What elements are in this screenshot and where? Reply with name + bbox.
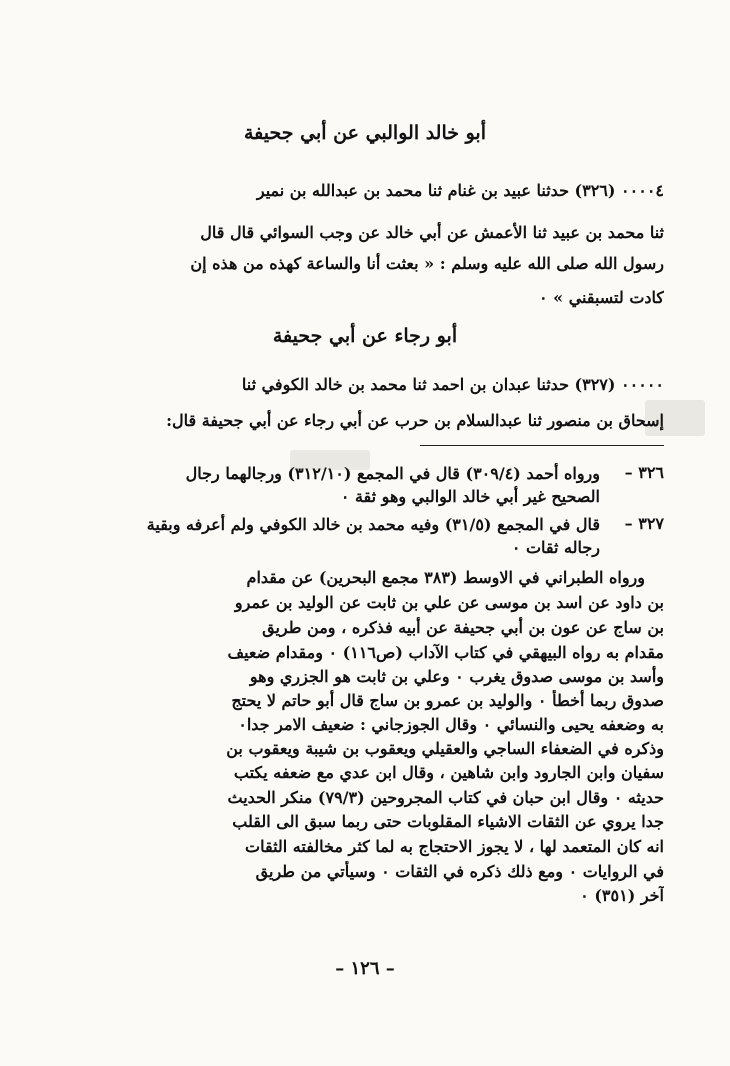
footnote-body-line: وذكره في الضعفاء الساجي والعقيلي ويعقوب بن شيبة ويعقوب بن: [226, 739, 664, 758]
footnote-body-line: جدا يروي عن الثقات الاشياء المقلوبات حتى ربما سبق الى القلب: [232, 812, 664, 831]
footnote-body-line: صدوق ربما أخطأ ٠ والوليد بن عمرو بن ساج قال أبو حاتم لا يحتج: [231, 691, 664, 710]
footnote-body-line: ورواه الطبراني في الاوسط (٣٨٣ مجمع البحرين) عن مقدام: [246, 568, 645, 587]
entry-326-line: ٠٠٠٠٤ (٣٢٦) حدثنا عبيد بن غنام ثنا محمد بن عبدالله بن نمير: [256, 181, 664, 200]
section-heading-abu-raja: أبو رجاء عن أبي جحيفة: [272, 325, 458, 347]
footnote-326-line: الصحيح غير أبي خالد الوالبي وهو ثقة ٠: [340, 487, 600, 506]
footnote-body-line: انه كان المتعمد لها ، لا يجوز الاحتجاج به لما كثر مخالفته الثقات: [245, 837, 664, 856]
footnote-body-line: سفيان وابن الجارود وابن شاهين ، وقال ابن عدي مع ضعفه يكتب: [233, 763, 664, 782]
footnote-body-line: حديثه ٠ وقال ابن حبان في كتاب المجروحين (٧٩/٣) منكر الحديث: [227, 788, 664, 807]
entry-327-line: ٠٠٠٠٠ (٣٢٧) حدثنا عبدان بن احمد ثنا محمد بن خالد الكوفي ثنا: [241, 375, 664, 394]
footnote-327-line: قال في المجمع (٣١/٥) وفيه محمد بن خالد الكوفي ولم أعرفه وبقية: [146, 515, 600, 534]
footnote-327-line: رجاله ثقات ٠: [511, 538, 600, 557]
footnote-body-line: مقدام به رواه البيهقي في كتاب الآداب (ص١١٦) ٠ ومقدام ضعيف: [227, 643, 664, 662]
entry-327-line: إسحاق بن منصور ثنا عبدالسلام بن حرب عن أبي رجاء عن أبي جحيفة قال:: [166, 411, 664, 430]
footnote-body-line: بن داود عن اسد بن موسى عن علي بن ثابت عن الوليد بن عمرو: [234, 593, 664, 612]
entry-326-line: رسول الله صلى الله عليه وسلم : « بعثت أنا والساعة كهذه من هذه إن: [190, 254, 664, 273]
entry-326-line: كادت لتسبقني » ٠: [538, 288, 664, 307]
footnote-body-line: به وضعفه يحيى والنسائي ٠ وقال الجوزجاني : ضعيف الامر جدا٠: [238, 715, 664, 734]
footnote-326-line: ورواه أحمد (٣٠٩/٤) قال في المجمع (٣١٢/١٠) ورجالهما رجال: [185, 464, 600, 483]
footnote-body-line: في الروايات ٠ ومع ذلك ذكره في الثقات ٠ وسيأتي من طريق: [255, 862, 664, 881]
entry-326-line: ثنا محمد بن عبيد ثنا الأعمش عن أبي خالد عن وجب السوائي قال قال: [200, 223, 664, 242]
footnote-number-326: ٣٢٦ –: [624, 463, 664, 482]
footnote-number-327: ٣٢٧ –: [624, 514, 664, 533]
footnote-body-line: آخر (٣٥١) ٠: [580, 886, 664, 905]
page-number: – ١٢٦ –: [335, 958, 395, 979]
section-heading-abu-khalid: أبو خالد الوالبي عن أبي جحيفة: [243, 122, 487, 144]
footnote-divider: [420, 445, 664, 446]
footnote-body-line: بن ساج عن عون بن أبي جحيفة عن أبيه فذكره ، ومن طريق: [262, 618, 664, 637]
footnote-body-line: وأسد بن موسى صدوق يغرب ٠ وعلي بن ثابت هو الجزري وهو: [249, 667, 664, 686]
